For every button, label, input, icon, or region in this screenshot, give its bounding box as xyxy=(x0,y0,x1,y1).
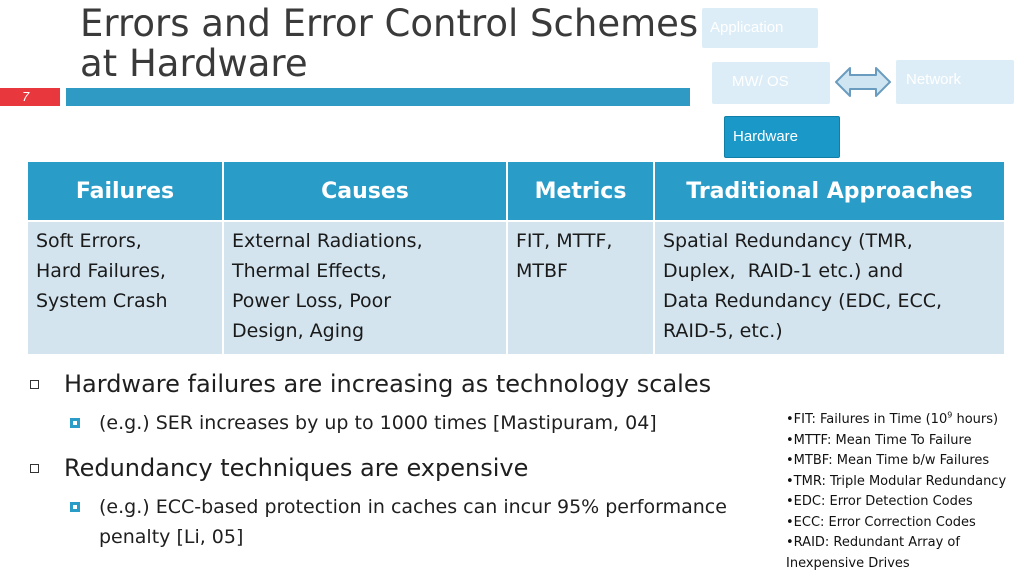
sub-bullet-item xyxy=(30,408,790,438)
cell-metrics xyxy=(507,221,654,355)
cell-line: Data Redundancy (EDC, ECC, xyxy=(663,290,943,312)
filled-square-bullet-icon xyxy=(70,502,80,512)
hollow-square-bullet-icon xyxy=(30,464,39,473)
cell-line: Soft Errors, xyxy=(36,230,142,252)
definition-mttf: •MTTF: Mean Time To Failure xyxy=(786,432,972,448)
cell-line: FIT, MTTF, xyxy=(516,230,613,252)
stack-hardware-box: Hardware xyxy=(724,116,840,158)
cell-line: Design, Aging xyxy=(232,320,365,342)
sub-bullet-text: (e.g.) SER increases by up to 1000 times [Mastipuram, 04] xyxy=(99,412,657,434)
definition-tmr: •TMR: Triple Modular Redundancy xyxy=(786,473,1007,489)
title-underline-bar xyxy=(66,88,690,106)
cell-line: Thermal Effects, xyxy=(232,260,387,282)
cell-causes xyxy=(223,221,507,355)
failures-table xyxy=(26,160,1006,356)
definition-raid-line1: •RAID: Redundant Array of xyxy=(786,535,960,550)
header-failures: Failures xyxy=(27,161,223,221)
cell-failures xyxy=(27,221,223,355)
bullet-list xyxy=(30,366,790,552)
cell-line: RAID-5, etc.) xyxy=(663,320,783,342)
sub-bullet-item xyxy=(30,492,790,552)
filled-square-bullet-icon xyxy=(70,418,80,428)
cell-line: System Crash xyxy=(36,290,168,312)
cell-line: External Radiations, xyxy=(232,230,423,252)
abbreviation-definitions xyxy=(786,410,1022,574)
hollow-square-bullet-icon xyxy=(30,380,39,389)
cell-line: Hard Failures, xyxy=(36,260,166,282)
cell-line: MTBF xyxy=(516,260,568,282)
slide-title-line2: at Hardware xyxy=(80,42,308,85)
slide-title xyxy=(80,2,699,85)
stack-mw-os-box: MW/ OS xyxy=(712,62,830,104)
sub-bullet-text-line2: penalty [Li, 05] xyxy=(99,526,244,548)
header-causes: Causes xyxy=(223,161,507,221)
definition-fit-exponent: 9 xyxy=(947,410,953,420)
table-header-row xyxy=(27,161,1005,221)
cell-line: Spatial Redundancy (TMR, xyxy=(663,230,913,252)
definition-edc: •EDC: Error Detection Codes xyxy=(786,494,973,509)
stack-network-box: Network xyxy=(896,60,1014,104)
definition-fit-text: •FIT: Failures in Time (10 xyxy=(786,412,948,427)
definition-ecc: •ECC: Error Correction Codes xyxy=(786,514,976,530)
stack-application-box: Application xyxy=(702,8,818,48)
definition-mtbf: •MTBF: Mean Time b/w Failures xyxy=(786,453,990,468)
table-row xyxy=(27,221,1005,355)
definition-fit-suffix: hours) xyxy=(952,412,999,427)
header-traditional-approaches: Traditional Approaches xyxy=(654,161,1005,221)
cell-traditional-approaches xyxy=(654,221,1005,355)
bullet-item xyxy=(30,450,790,486)
slide-title-line1: Errors and Error Control Schemes xyxy=(80,2,699,45)
definition-raid-line2: Inexpensive Drives xyxy=(786,555,910,571)
bullet-text: Redundancy techniques are expensive xyxy=(64,454,529,482)
sub-bullet-text-line1: (e.g.) ECC-based protection in caches can incur 95% performance xyxy=(99,496,727,518)
definition-fit xyxy=(786,410,1022,431)
slide-number: 7 xyxy=(0,88,60,106)
double-arrow-icon xyxy=(834,64,892,100)
cell-line: Power Loss, Poor xyxy=(232,290,392,312)
bullet-text: Hardware failures are increasing as technology scales xyxy=(64,370,712,398)
header-metrics: Metrics xyxy=(507,161,654,221)
cell-line: Duplex, RAID-1 etc.) and xyxy=(663,260,904,282)
bullet-item xyxy=(30,366,790,402)
